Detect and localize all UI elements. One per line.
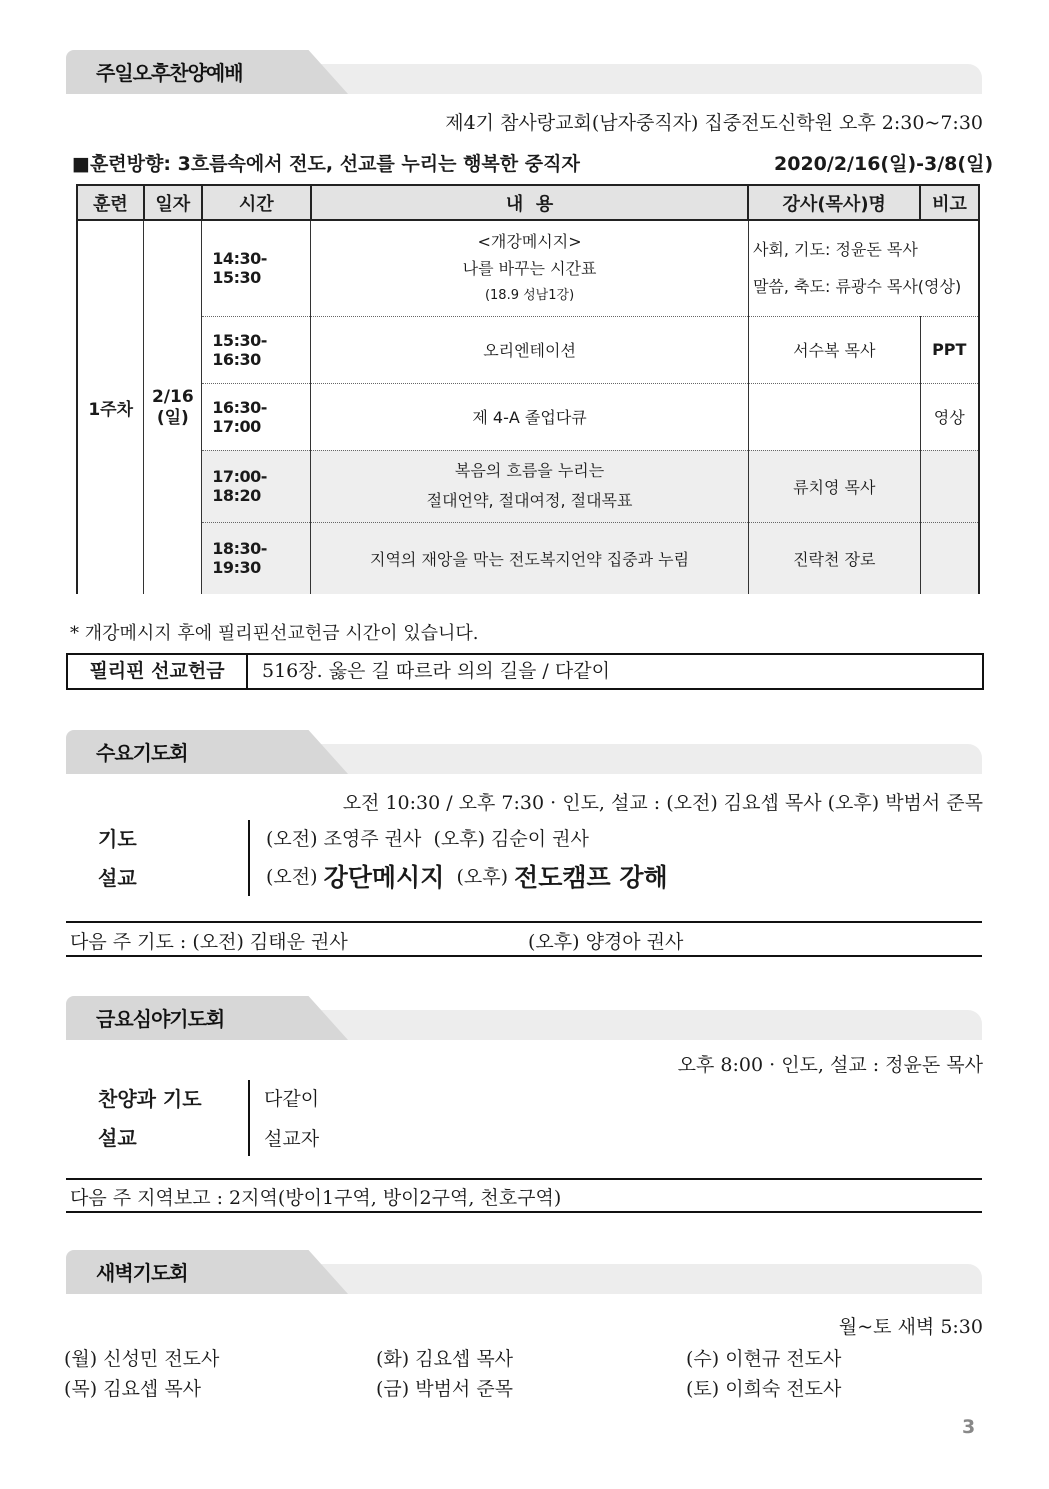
content-line: 나를 바꾸는 시간표 — [462, 258, 597, 278]
speaker-cell — [748, 220, 979, 316]
speaker-line: 사회, 기도: 정윤돈 목사 — [752, 240, 918, 260]
table-row — [77, 316, 979, 383]
week-cell: 1주차 — [77, 220, 144, 594]
sermon-am-tag: (오전) — [266, 866, 318, 888]
speaker-cell: 서수복 목사 — [748, 316, 920, 383]
table-row — [77, 383, 979, 450]
speaker-cell — [748, 383, 920, 450]
speaker-line: 말씀, 축도: 류광수 목사(영상) — [752, 277, 962, 297]
dawn-item: (수) 이현규 전도사 — [686, 1348, 842, 1370]
divider — [66, 1211, 982, 1213]
dawn-item: (목) 김요셉 목사 — [64, 1378, 202, 1400]
header-cell: 훈련 — [77, 185, 144, 220]
date-weekday: (일) — [156, 407, 189, 428]
header-cell: 비고 — [920, 185, 979, 220]
time-cell: 15:30-16:30 — [202, 316, 311, 383]
sunday-subtitle: 제4기 참사랑교회(남자중직자) 집중전도신학원 오후 2:30~7:30 — [445, 112, 983, 134]
praise-label: 찬양과 기도 — [98, 1087, 202, 1111]
date-line: 2/16 — [151, 386, 194, 407]
training-direction: ■훈련방향: 3흐름속에서 전도, 선교를 누리는 행복한 중직자 — [72, 153, 580, 175]
offering-value: 516장. 옳은 길 따르라 의의 길을 / 다같이 — [262, 660, 610, 682]
speaker-cell: 진락천 장로 — [748, 522, 920, 594]
content-cell: 오리엔테이션 — [311, 316, 749, 383]
sermon-am-title: 강단메시지 — [323, 863, 445, 892]
offering-box — [66, 653, 984, 690]
header-cell: 내 용 — [311, 185, 749, 220]
note-cell: PPT — [920, 316, 979, 383]
note-cell — [920, 450, 979, 522]
next-report: 다음 주 지역보고 : 2지역(방이1구역, 방이2구역, 천호구역) — [70, 1187, 562, 1209]
time-cell: 18:30-19:30 — [202, 522, 311, 594]
praise-value: 다같이 — [264, 1088, 320, 1110]
note-cell: 영상 — [920, 383, 979, 450]
next-prayer-pm: (오후) 양경아 권사 — [528, 931, 684, 953]
content-line: <개강메시지> — [477, 231, 582, 251]
note-cell — [920, 522, 979, 594]
divider — [66, 921, 982, 923]
page-number: 3 — [962, 1416, 976, 1438]
dawn-item: (월) 신성민 전도사 — [64, 1348, 220, 1370]
section-header-dawn — [66, 1250, 982, 1294]
dawn-item: (화) 김요셉 목사 — [376, 1348, 514, 1370]
section-title: 새벽기도회 — [96, 1261, 188, 1285]
header-cell: 강사(목사)명 — [748, 185, 920, 220]
wednesday-subtitle: 오전 10:30 / 오후 7:30 · 인도, 설교 : (오전) 김요셉 목사 (오후) 박범서 준목 — [342, 792, 983, 814]
sermon-label: 설교 — [98, 866, 137, 890]
date-cell — [144, 220, 202, 594]
speaker-cell: 류치영 목사 — [748, 450, 920, 522]
content-line: (18.9 성남1강) — [484, 287, 575, 303]
friday-subtitle: 오후 8:00 · 인도, 설교 : 정윤돈 목사 — [677, 1054, 983, 1076]
table-row — [77, 522, 979, 594]
sermon-pm-tag: (오후) — [456, 866, 508, 888]
schedule-table — [76, 184, 980, 594]
content-line: 복음의 흐름을 누리는 — [454, 461, 605, 480]
content-cell: 지역의 재앙을 막는 전도복지언약 집중과 누림 — [311, 522, 749, 594]
table-row — [77, 220, 979, 316]
content-cell — [311, 220, 749, 316]
dawn-subtitle: 월~토 새벽 5:30 — [838, 1316, 983, 1338]
section-title: 수요기도회 — [96, 741, 188, 765]
dawn-item: (토) 이희숙 전도사 — [686, 1378, 842, 1400]
sermon-value: 설교자 — [264, 1128, 320, 1150]
time-cell: 14:30-15:30 — [202, 220, 311, 316]
header-cell: 시간 — [202, 185, 311, 220]
section-header-friday — [66, 996, 982, 1040]
offering-label: 필리핀 선교헌금 — [68, 655, 248, 688]
table-row — [77, 450, 979, 522]
next-prayer: 다음 주 기도 : (오전) 김태운 권사 — [70, 931, 348, 953]
sermon-value — [266, 858, 668, 894]
content-cell — [311, 450, 749, 522]
content-cell: 제 4-A 졸업다큐 — [311, 383, 749, 450]
divider — [66, 1178, 982, 1180]
prayer-label: 기도 — [98, 827, 137, 851]
dawn-item: (금) 박범서 준목 — [376, 1378, 514, 1400]
table-header-row — [77, 185, 979, 220]
header-cell: 일자 — [144, 185, 202, 220]
footnote: * 개강메시지 후에 필리핀선교헌금 시간이 있습니다. — [70, 623, 479, 644]
divider — [248, 820, 250, 896]
section-header-wednesday — [66, 730, 982, 774]
divider — [248, 1080, 250, 1156]
section-title: 금요심야기도회 — [96, 1007, 225, 1031]
sermon-label: 설교 — [98, 1126, 137, 1150]
divider — [66, 955, 982, 957]
section-title: 주일오후찬양예배 — [96, 61, 243, 85]
section-header-sunday — [66, 50, 982, 94]
training-period: 2020/2/16(일)-3/8(일) — [774, 153, 994, 175]
time-cell: 17:00-18:20 — [202, 450, 311, 522]
prayer-value: (오전) 조영주 권사 (오후) 김순이 권사 — [266, 828, 589, 850]
content-line: 절대언약, 절대여정, 절대목표 — [426, 491, 633, 510]
sermon-pm-title: 전도캠프 강해 — [514, 863, 668, 892]
time-cell: 16:30-17:00 — [202, 383, 311, 450]
